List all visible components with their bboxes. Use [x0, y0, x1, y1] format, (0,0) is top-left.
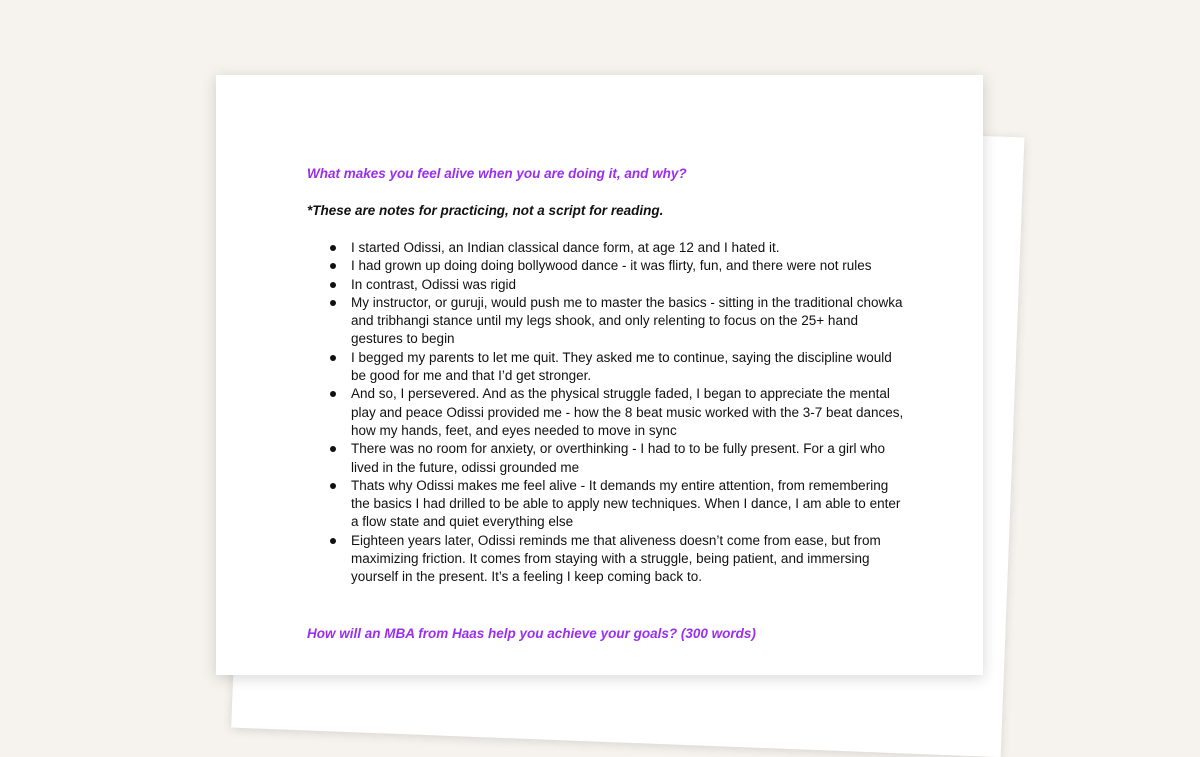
bullet-item [307, 294, 907, 349]
practice-note: *These are notes for practicing, not a script for reading. [307, 203, 664, 218]
bullet-dot-icon [330, 391, 336, 397]
bullet-text: I had grown up doing doing bollywood dance - it was flirty, fun, and there were not rules [351, 258, 872, 274]
bullet-dot-icon [330, 446, 336, 452]
bullet-item [307, 276, 907, 294]
question-heading: What makes you feel alive when you are doing it, and why? [307, 166, 687, 181]
bullet-dot-icon [330, 263, 336, 269]
bullet-dot-icon [330, 282, 336, 288]
bullet-dot-icon [330, 538, 336, 544]
front-page-sheet [216, 75, 983, 675]
bullet-text: I started Odissi, an Indian classical dance form, at age 12 and I hated it. [351, 240, 780, 255]
bullet-dot-icon [330, 483, 336, 489]
bullet-item [307, 477, 907, 532]
bullet-item [307, 239, 907, 257]
bullet-list [307, 239, 907, 587]
bullet-text: I begged my parents to let me quit. They asked me to continue, saying the discipline would be good for me and that I’d get stronger. [351, 349, 892, 384]
bullet-item [307, 440, 907, 477]
second-question-heading: How will an MBA from Haas help you achieve your goals? (300 words) [307, 625, 756, 641]
document-content [307, 165, 907, 642]
bullet-item [307, 385, 907, 440]
bullet-item [307, 532, 907, 587]
bullet-dot-icon [330, 245, 336, 251]
bullet-item [307, 349, 907, 386]
bullet-dot-icon [330, 355, 336, 361]
bullet-text: There was no room for anxiety, or overthinking - I had to to be fully present. For a girl who lived in the future, odissi grounded me [351, 441, 886, 475]
bullet-text: And so, I persevered. And as the physical struggle faded, I began to appreciate the mental play and peace Odissi provided me - how the 8 beat music worked with the 3-7 beat dances, how my hands, feet, and eyes needed to move in sync [351, 386, 904, 438]
bullet-text: Eighteen years later, Odissi reminds me that aliveness doesn’t come from ease, but from maximizing friction. It comes from staying with a struggle, being patient, and immersing yourself in the present. It’s a feeling I keep coming back to. [351, 532, 881, 585]
bullet-item [307, 257, 907, 275]
bullet-dot-icon [330, 300, 336, 306]
bullet-text: In contrast, Odissi was rigid [351, 276, 517, 292]
bullet-text: My instructor, or guruji, would push me to master the basics - sitting in the traditional chowka and tribhangi stance until my legs shook, and only relenting to focus on the 25+ hand gestures to begin [351, 294, 903, 347]
bullet-text: Thats why Odissi makes me feel alive - It demands my entire attention, from remembering the basics I had drilled to be able to apply new techniques. When I dance, I am able to enter a flow state and quiet everything else [351, 477, 901, 530]
